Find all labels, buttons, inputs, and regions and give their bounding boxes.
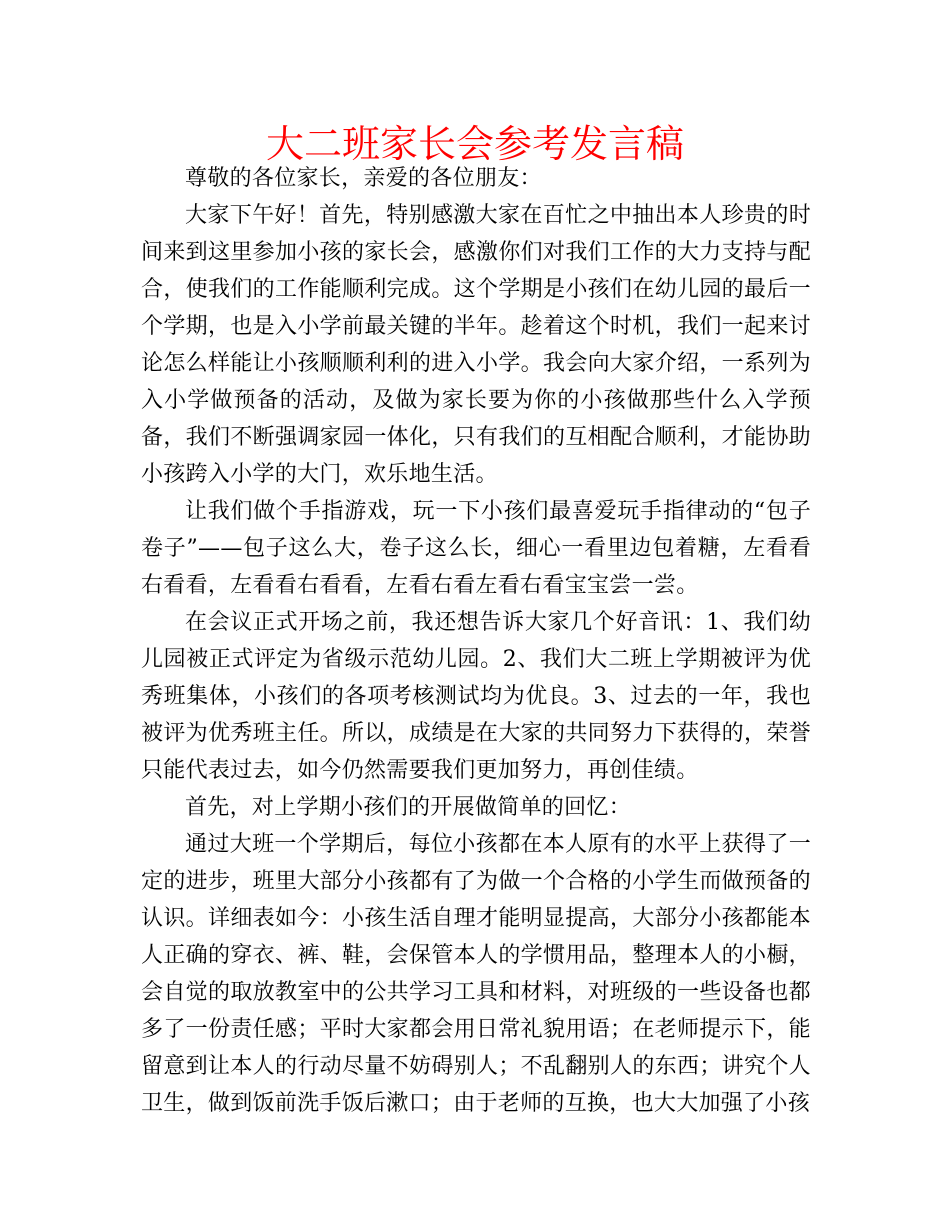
- salutation-paragraph: 尊敬的各位家长，亲爱的各位朋友：: [185, 166, 542, 191]
- body-paragraph: 首先，对上学期小孩们的开展做简单的回忆：: [185, 795, 632, 820]
- document-body: [141, 160, 811, 1122]
- document-title: 大二班家长会参考发言稿: [265, 122, 684, 166]
- body-paragraph: 大家下午好！首先，特别感激大家在百忙之中抽出本人珍贵的时间来到这里参加小孩的家长会，感激你们对我们工作的大力支持与配合，使我们的工作能顺利完成。这个学期是小孩们在幼儿园的最后一个学期，也是入小学前最关键的半年。趁着这个时机，我们一起来讨论怎么样能让小孩顺顺利利的进入小学。我会向大家介绍，一系列为入小学做预备的活动，及做为家长要为你的小孩做那些什么入学预备，我们不断强调家园一体化，只有我们的互相配合顺利，才能协助小孩跨入小学的大门，欢乐地生活。: [141, 203, 811, 487]
- body-paragraph: 在会议正式开场之前，我还想告诉大家几个好音讯：1、我们幼儿园被正式评定为省级示范幼儿园。2、我们大二班上学期被评为优秀班集体，小孩们的各项考核测试均为优良。3、过去的一年，我也被评为优秀班主任。所以，成绩是在大家的共同努力下获得的，荣誉只能代表过去，如今仍然需要我们更加努力，再创佳绩。: [141, 610, 811, 783]
- body-paragraph: 通过大班一个学期后，每位小孩都在本人原有的水平上获得了一定的进步，班里大部分小孩都有了为做一个合格的小学生而做预备的认识。详细表如今：小孩生活自理才能明显提高，大部分小孩都能本人正确的穿衣、裤、鞋，会保管本人的学惯用品，整理本人的小橱，会自觉的取放教室中的公共学习工具和材料，对班级的一些设备也都多了一份责任感；平时大家都会用日常礼貌用语；在老师提示下，能留意到让本人的行动尽量不妨碍别人；不乱翻别人的东西；讲究个人卫生，做到饭前洗手饭后漱口；由于老师的互换，也大大加强了小孩: [141, 832, 811, 1116]
- body-paragraph: 让我们做个手指游戏，玩一下小孩们最喜爱玩手指律动的“包子卷子”——包子这么大，卷子这么长，细心一看里边包着糖，左看看右看看，左看看右看看，左看右看左看右看宝宝尝一尝。: [141, 499, 811, 598]
